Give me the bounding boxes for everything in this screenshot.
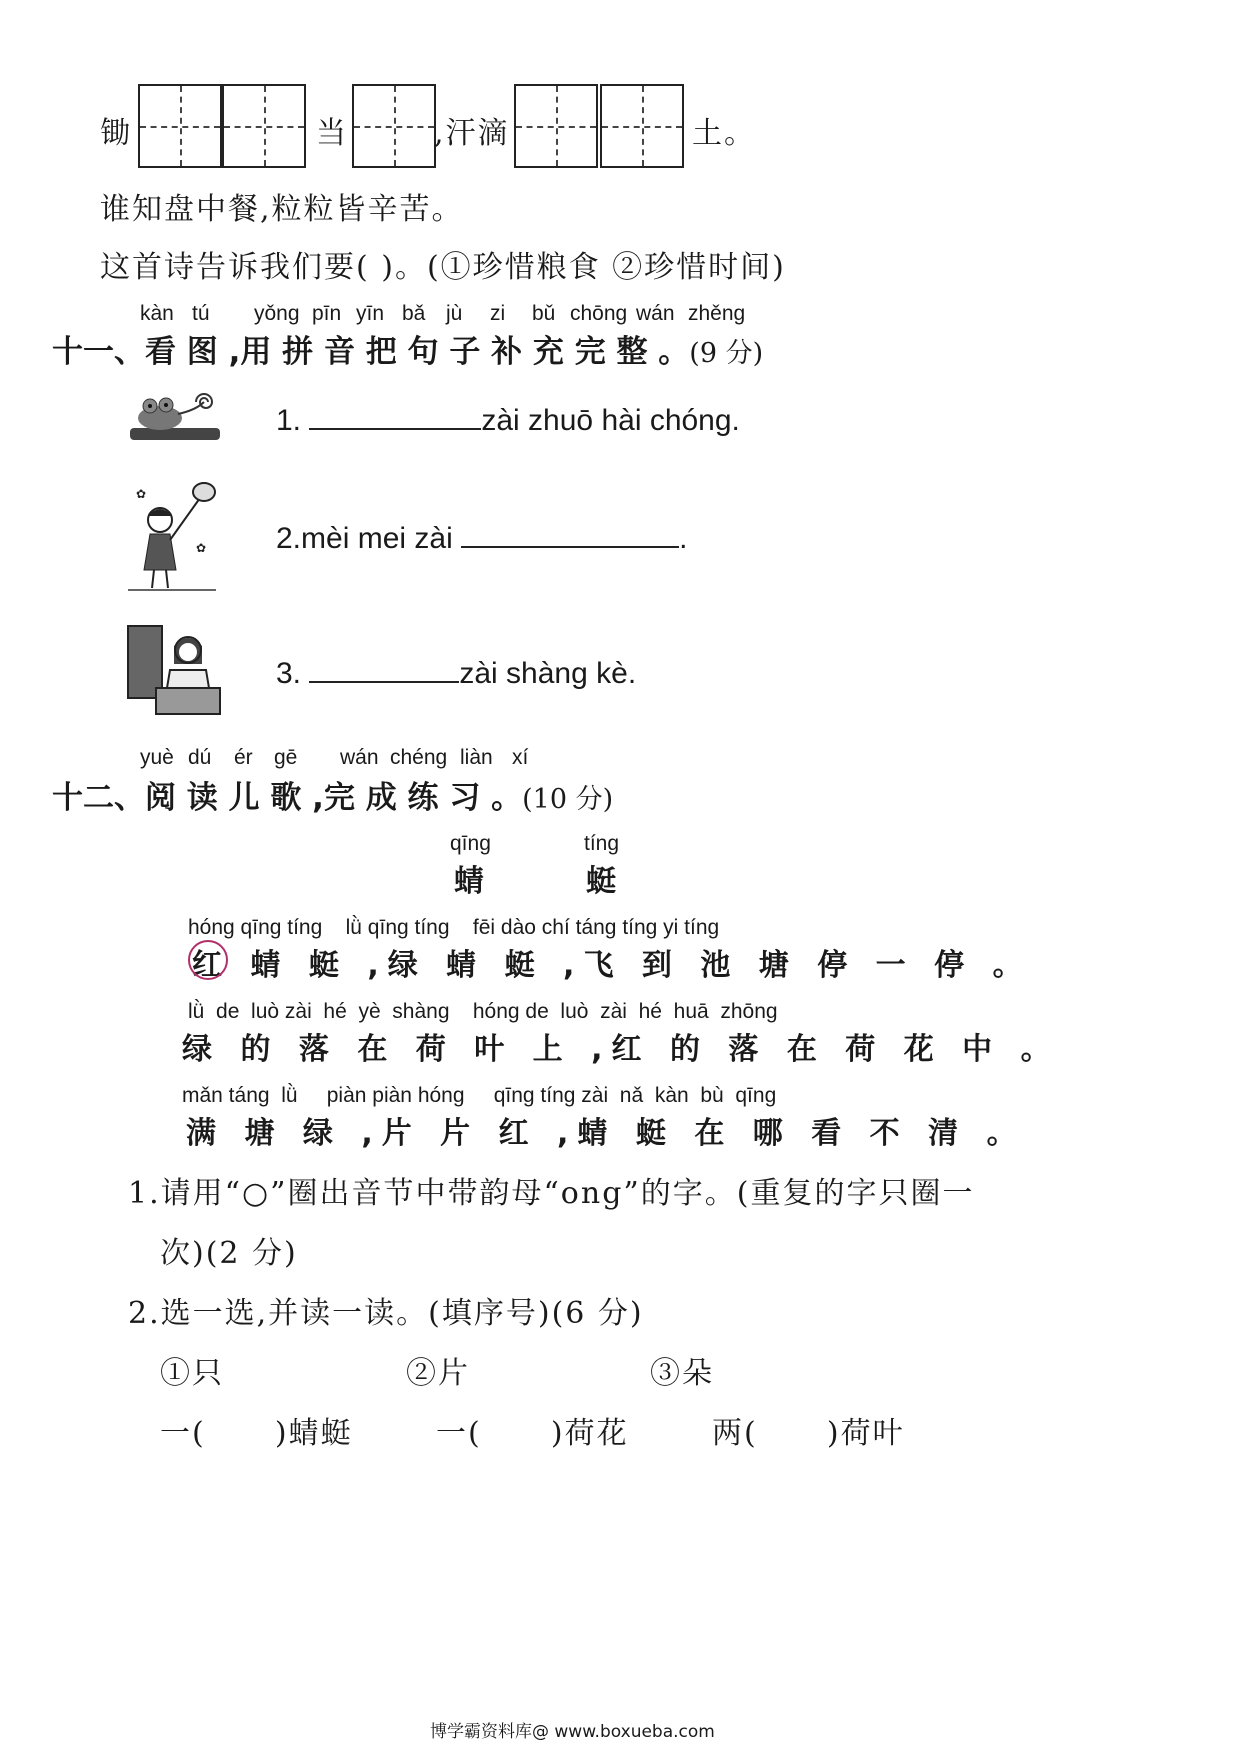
- option-3: ③朵: [650, 1356, 714, 1391]
- char-grid-box[interactable]: [138, 84, 222, 168]
- fill-blank-2[interactable]: 一( )荷花: [436, 1416, 629, 1451]
- poem-title-pinyin: [584, 832, 619, 856]
- item-text: mèi mei zài: [301, 522, 453, 555]
- pinyin: xí: [512, 746, 529, 769]
- pinyin: dú: [188, 746, 212, 769]
- poem-line: 满 塘 绿 ,片 片 红 ,蜻 蜓 在 哪 看 不 清 。: [186, 1116, 1026, 1151]
- item-number: 3.: [276, 657, 302, 690]
- section-title-text: 十一、看 图 ,用 拼 音 把 句 子 补 充 完 整 。: [52, 334, 690, 370]
- item-text: .: [679, 522, 688, 555]
- pinyin: tíng: [584, 832, 620, 855]
- pinyin: tú: [192, 302, 210, 325]
- poem-punct: ,汗滴: [434, 116, 510, 151]
- pinyin: bǔ: [532, 302, 556, 325]
- fill-blank-3[interactable]: 两( )荷叶: [712, 1416, 905, 1451]
- teacher-at-blackboard-image: [126, 624, 224, 718]
- char-grid-box[interactable]: [352, 84, 436, 168]
- pinyin: liàn: [460, 746, 493, 769]
- poem-char-1: 锄: [100, 116, 132, 151]
- poem-char-2: 当: [316, 116, 348, 151]
- item-text: zài zhuō hài chóng.: [481, 404, 740, 437]
- girl-catching-butterflies-image: [124, 478, 220, 596]
- poem-line-pinyin: hóng qīng tíng lǜ qīng tíng fēi dào chí táng tíng yi tíng: [188, 916, 720, 939]
- fill-blank-1[interactable]: 一( )蜻蜓: [160, 1416, 353, 1451]
- pinyin: wán: [636, 302, 675, 325]
- footer-watermark: 博学霸资料库@ www.boxueba.com: [430, 1722, 715, 1742]
- poem-title-pinyin: [450, 832, 491, 856]
- s11-item-1: [276, 402, 740, 438]
- pinyin: qīng: [450, 832, 491, 855]
- pinyin: zi: [490, 302, 506, 325]
- svg-text:✿: ✿: [196, 541, 207, 555]
- pinyin: zhěng: [688, 302, 746, 325]
- pinyin: ér: [234, 746, 253, 769]
- frog-catching-bugs-image: [126, 384, 226, 452]
- option-2: ②片: [406, 1356, 470, 1391]
- section12-title: [52, 772, 613, 817]
- item-number: 1.: [276, 404, 302, 437]
- question-1-cont: 次)(2 分): [160, 1236, 298, 1271]
- poem-line-pinyin: mǎn táng lǜ piàn piàn hóng qīng tíng zài nǎ kàn bù qīng: [182, 1084, 777, 1107]
- answer-blank[interactable]: [461, 520, 679, 548]
- pinyin: yǒng: [254, 302, 300, 325]
- question-1: 1.请用“○”圈出音节中带韵母“ong”的字。(重复的字只圈一: [128, 1176, 975, 1211]
- pinyin: kàn: [140, 302, 174, 325]
- pinyin: yuè: [140, 746, 174, 769]
- pinyin: yīn: [356, 302, 385, 325]
- s11-item-2: [276, 520, 687, 556]
- poem-title-char: 蜓: [586, 864, 616, 899]
- poem-line: 绿 的 落 在 荷 叶 上 ,红 的 落 在 荷 花 中 。: [182, 1032, 1060, 1067]
- pinyin: chéng: [390, 746, 448, 769]
- question-2: 2.选一选,并读一读。(填序号)(6 分): [128, 1296, 644, 1331]
- option-1: ①只: [160, 1356, 224, 1391]
- poem-title-char: 蜻: [454, 864, 484, 899]
- poem-line-2: 谁知盘中餐,粒粒皆辛苦。: [100, 192, 464, 227]
- pinyin: chōng: [570, 302, 628, 325]
- poem-line-pinyin: lǜ de luò zài hé yè shàng hóng de luò zài hé huā zhōng: [188, 1000, 778, 1023]
- pinyin: bǎ: [402, 302, 426, 325]
- char-grid-box[interactable]: [222, 84, 306, 168]
- item-number: 2.: [276, 522, 302, 555]
- answer-blank[interactable]: [309, 655, 459, 683]
- poem-question: 这首诗告诉我们要( )。(①珍惜粮食 ②珍惜时间): [100, 250, 786, 285]
- poem-char-3: 土。: [692, 116, 756, 151]
- s11-item-3: [276, 655, 636, 691]
- char-grid-box[interactable]: [514, 84, 598, 168]
- pinyin: wán: [340, 746, 379, 769]
- section-score: (10 分): [522, 784, 614, 815]
- char-grid-box[interactable]: [600, 84, 684, 168]
- pinyin: gē: [274, 746, 298, 769]
- section11-title: [52, 326, 763, 371]
- answer-blank[interactable]: [309, 402, 481, 430]
- section-title-text: 十二、阅 读 儿 歌 ,完 成 练 习 。: [52, 780, 523, 816]
- svg-text:✿: ✿: [136, 487, 147, 501]
- section-score: (9 分): [689, 338, 764, 369]
- pinyin: jù: [446, 302, 463, 325]
- poem-line: 红 蜻 蜓 ,绿 蜻 蜓 ,飞 到 池 塘 停 一 停 。: [192, 948, 1032, 983]
- circle-mark: [188, 940, 228, 980]
- item-text: zài shàng kè.: [459, 657, 637, 690]
- pinyin: pīn: [312, 302, 342, 325]
